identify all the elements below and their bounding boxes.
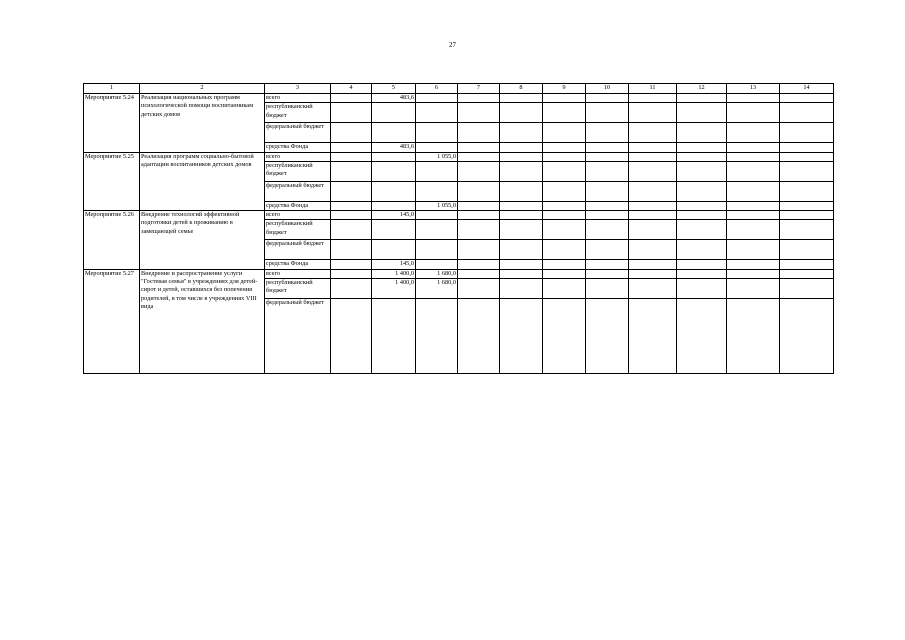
empty-cell	[331, 220, 372, 240]
funding-source: средства Фонда	[265, 201, 331, 210]
amount-col-5: 483,6	[372, 94, 416, 103]
empty-cell	[458, 201, 500, 210]
empty-cell	[677, 94, 727, 103]
empty-cell	[677, 220, 727, 240]
empty-cell	[586, 161, 629, 181]
amount-col-5	[372, 240, 416, 260]
empty-cell	[727, 201, 780, 210]
empty-cell	[629, 260, 677, 269]
empty-cell	[543, 211, 586, 220]
empty-cell	[500, 161, 543, 181]
amount-col-6	[416, 123, 458, 143]
event-name: Внедрение технологий эффективной подготовки детей к проживанию в замещающей семье	[140, 211, 265, 270]
empty-cell	[331, 211, 372, 220]
event-name: Реализация национальных программ психологической помощи воспитанникам детских домов	[140, 94, 265, 153]
empty-cell	[586, 211, 629, 220]
empty-cell	[543, 201, 586, 210]
empty-cell	[727, 152, 780, 161]
event-id: Мероприятие 5.26	[84, 211, 140, 270]
empty-cell	[629, 161, 677, 181]
empty-cell	[500, 211, 543, 220]
table-row	[84, 211, 834, 220]
empty-cell	[500, 279, 543, 299]
empty-cell	[780, 260, 834, 269]
amount-col-6: 1 680,0	[416, 269, 458, 278]
empty-cell	[727, 240, 780, 260]
amount-col-5	[372, 103, 416, 123]
event-id: Мероприятие 5.27	[84, 269, 140, 373]
empty-cell	[586, 201, 629, 210]
empty-cell	[629, 123, 677, 143]
empty-cell	[331, 260, 372, 269]
empty-cell	[458, 220, 500, 240]
funding-source: средства Фонда	[265, 143, 331, 152]
empty-cell	[543, 123, 586, 143]
empty-cell	[500, 103, 543, 123]
empty-cell	[727, 143, 780, 152]
amount-col-5: 483,6	[372, 143, 416, 152]
column-header-8: 8	[500, 84, 543, 94]
amount-col-6	[416, 260, 458, 269]
empty-cell	[727, 279, 780, 299]
empty-cell	[629, 211, 677, 220]
empty-cell	[629, 299, 677, 374]
empty-cell	[780, 181, 834, 201]
funding-source: всего	[265, 152, 331, 161]
empty-cell	[500, 240, 543, 260]
column-header-12: 12	[677, 84, 727, 94]
amount-col-5: 145,0	[372, 260, 416, 269]
empty-cell	[331, 152, 372, 161]
funding-source: федеральный бюджет	[265, 299, 331, 374]
empty-cell	[543, 299, 586, 374]
empty-cell	[629, 279, 677, 299]
column-header-10: 10	[586, 84, 629, 94]
funding-source: всего	[265, 211, 331, 220]
empty-cell	[458, 103, 500, 123]
amount-col-6	[416, 143, 458, 152]
empty-cell	[543, 143, 586, 152]
empty-cell	[780, 152, 834, 161]
event-name: Внедрение и распространение услуги "Гостевая семья" в учреждениях для детей-сирот и детей, оставшихся без попечения родителей, в том числе в учреждениях VIII вида	[140, 269, 265, 373]
empty-cell	[543, 269, 586, 278]
empty-cell	[586, 279, 629, 299]
empty-cell	[586, 240, 629, 260]
empty-cell	[677, 103, 727, 123]
empty-cell	[780, 161, 834, 181]
empty-cell	[780, 299, 834, 374]
header-row	[84, 84, 834, 94]
column-header-14: 14	[780, 84, 834, 94]
amount-col-6	[416, 220, 458, 240]
empty-cell	[331, 299, 372, 374]
empty-cell	[586, 143, 629, 152]
empty-cell	[331, 161, 372, 181]
empty-cell	[727, 211, 780, 220]
amount-col-6	[416, 299, 458, 374]
empty-cell	[458, 240, 500, 260]
empty-cell	[543, 152, 586, 161]
amount-col-5	[372, 220, 416, 240]
empty-cell	[500, 220, 543, 240]
event-id: Мероприятие 5.25	[84, 152, 140, 211]
empty-cell	[543, 240, 586, 260]
empty-cell	[500, 152, 543, 161]
empty-cell	[543, 94, 586, 103]
event-name: Реализация программ социально-бытовой адаптации воспитанников детских домов	[140, 152, 265, 211]
empty-cell	[629, 143, 677, 152]
empty-cell	[677, 240, 727, 260]
empty-cell	[677, 181, 727, 201]
empty-cell	[458, 152, 500, 161]
empty-cell	[331, 103, 372, 123]
empty-cell	[500, 123, 543, 143]
empty-cell	[543, 103, 586, 123]
empty-cell	[780, 220, 834, 240]
empty-cell	[780, 240, 834, 260]
amount-col-6	[416, 103, 458, 123]
column-header-2: 2	[140, 84, 265, 94]
empty-cell	[458, 260, 500, 269]
funding-source: средства Фонда	[265, 260, 331, 269]
empty-cell	[629, 201, 677, 210]
funding-source: республиканский бюджет	[265, 103, 331, 123]
empty-cell	[677, 152, 727, 161]
amount-col-5	[372, 201, 416, 210]
empty-cell	[543, 161, 586, 181]
amount-col-5	[372, 181, 416, 201]
amount-col-6	[416, 181, 458, 201]
empty-cell	[780, 103, 834, 123]
table-body	[84, 94, 834, 374]
empty-cell	[458, 143, 500, 152]
funding-source: федеральный бюджет	[265, 123, 331, 143]
empty-cell	[780, 269, 834, 278]
amount-col-5: 145,0	[372, 211, 416, 220]
empty-cell	[331, 143, 372, 152]
empty-cell	[543, 220, 586, 240]
empty-cell	[780, 211, 834, 220]
empty-cell	[586, 181, 629, 201]
empty-cell	[727, 220, 780, 240]
funding-source: всего	[265, 269, 331, 278]
column-header-7: 7	[458, 84, 500, 94]
empty-cell	[586, 269, 629, 278]
funding-source: республиканский бюджет	[265, 220, 331, 240]
empty-cell	[458, 181, 500, 201]
table-row	[84, 269, 834, 278]
empty-cell	[458, 299, 500, 374]
table-row	[84, 94, 834, 103]
empty-cell	[331, 181, 372, 201]
empty-cell	[727, 299, 780, 374]
empty-cell	[586, 152, 629, 161]
page-number: 27	[449, 41, 456, 49]
column-header-5: 5	[372, 84, 416, 94]
empty-cell	[458, 211, 500, 220]
empty-cell	[500, 269, 543, 278]
amount-col-5	[372, 299, 416, 374]
empty-cell	[780, 201, 834, 210]
empty-cell	[677, 299, 727, 374]
empty-cell	[458, 94, 500, 103]
amount-col-5: 1 400,0	[372, 269, 416, 278]
empty-cell	[586, 123, 629, 143]
empty-cell	[677, 269, 727, 278]
amount-col-5: 1 400,0	[372, 279, 416, 299]
empty-cell	[500, 201, 543, 210]
empty-cell	[543, 181, 586, 201]
amount-col-6: 1 055,0	[416, 201, 458, 210]
amount-col-5	[372, 161, 416, 181]
funding-source: федеральный бюджет	[265, 240, 331, 260]
empty-cell	[629, 94, 677, 103]
funding-source: федеральный бюджет	[265, 181, 331, 201]
empty-cell	[780, 94, 834, 103]
column-header-11: 11	[629, 84, 677, 94]
column-header-13: 13	[727, 84, 780, 94]
empty-cell	[629, 240, 677, 260]
amount-col-6: 1 680,0	[416, 279, 458, 299]
empty-cell	[500, 181, 543, 201]
table-row	[84, 152, 834, 161]
empty-cell	[629, 181, 677, 201]
empty-cell	[458, 269, 500, 278]
empty-cell	[727, 181, 780, 201]
empty-cell	[331, 201, 372, 210]
empty-cell	[500, 260, 543, 269]
empty-cell	[677, 211, 727, 220]
empty-cell	[677, 161, 727, 181]
empty-cell	[331, 269, 372, 278]
empty-cell	[586, 260, 629, 269]
column-header-3: 3	[265, 84, 331, 94]
amount-col-6	[416, 94, 458, 103]
empty-cell	[677, 279, 727, 299]
column-header-6: 6	[416, 84, 458, 94]
amount-col-5	[372, 123, 416, 143]
empty-cell	[780, 123, 834, 143]
empty-cell	[727, 103, 780, 123]
event-id: Мероприятие 5.24	[84, 94, 140, 153]
empty-cell	[331, 240, 372, 260]
empty-cell	[500, 299, 543, 374]
amount-col-6	[416, 211, 458, 220]
amount-col-6	[416, 161, 458, 181]
empty-cell	[458, 161, 500, 181]
funding-source: республиканский бюджет	[265, 279, 331, 299]
empty-cell	[331, 279, 372, 299]
empty-cell	[543, 279, 586, 299]
empty-cell	[458, 123, 500, 143]
empty-cell	[629, 269, 677, 278]
empty-cell	[500, 94, 543, 103]
empty-cell	[677, 143, 727, 152]
column-header-4: 4	[331, 84, 372, 94]
column-header-9: 9	[543, 84, 586, 94]
empty-cell	[727, 123, 780, 143]
empty-cell	[586, 103, 629, 123]
empty-cell	[586, 220, 629, 240]
funding-source: республиканский бюджет	[265, 161, 331, 181]
empty-cell	[458, 279, 500, 299]
empty-cell	[500, 143, 543, 152]
empty-cell	[727, 94, 780, 103]
empty-cell	[780, 143, 834, 152]
empty-cell	[543, 260, 586, 269]
empty-cell	[629, 220, 677, 240]
empty-cell	[727, 269, 780, 278]
empty-cell	[727, 161, 780, 181]
column-header-1: 1	[84, 84, 140, 94]
empty-cell	[677, 260, 727, 269]
amount-col-5	[372, 152, 416, 161]
program-table	[83, 83, 834, 374]
empty-cell	[629, 103, 677, 123]
amount-col-6	[416, 240, 458, 260]
empty-cell	[677, 123, 727, 143]
empty-cell	[331, 123, 372, 143]
empty-cell	[780, 279, 834, 299]
empty-cell	[586, 94, 629, 103]
empty-cell	[727, 260, 780, 269]
amount-col-6: 1 055,0	[416, 152, 458, 161]
empty-cell	[677, 201, 727, 210]
funding-source: всего	[265, 94, 331, 103]
empty-cell	[586, 299, 629, 374]
empty-cell	[629, 152, 677, 161]
empty-cell	[331, 94, 372, 103]
